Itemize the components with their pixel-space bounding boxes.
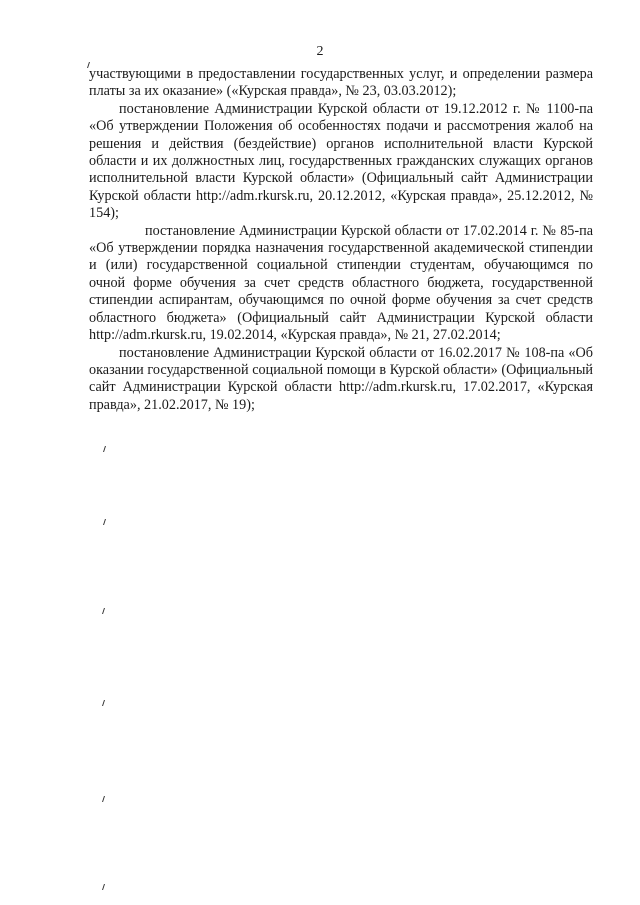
paragraph-continuation: участвующими в предоставлении государственных услуг, и определении размера платы за их оказание» («Курская правда», № 23, 03.03.2012); [89,66,593,100]
document-body [89,66,593,414]
scan-tick-mark [103,519,109,525]
paragraph-resolution-1100: постановление Администрации Курской области от 19.12.2012 г. № 1100-па «Об утверждении Положения об особенностях подачи и рассмотрения жалоб на решения и действия (бездействие) органов исполнительной власти Курской области и их должностных лиц, государственных гражданских служащих органов исполнительной власти Курской области» (Официальный сайт Администрации Курской области http://adm.rkursk.ru, 20.12.2012, «Курская правда», 25.12.2012, № 154); [89,100,593,222]
scan-tick-mark [102,608,108,614]
scan-tick-mark [102,796,108,802]
page-number: 2 [316,44,324,59]
scan-tick-mark [102,700,108,706]
scan-tick-mark [102,884,108,890]
paragraph-resolution-85: постановление Администрации Курской области от 17.02.2014 г. № 85-па «Об утверждении порядка назначения государственной академической стипендии и (или) государственной социальной стипендии студентам, обучающимся по очной форме обучения за счет средств областного бюджета, государственной стипендии аспирантам, обучающимся по очной форме обучения за счет средств областного бюджета» (Официальный сайт Администрации Курской области http://adm.rkursk.ru, 19.02.2014, «Курская правда», № 21, 27.02.2014; [89,222,593,344]
paragraph-resolution-108: постановление Администрации Курской области от 16.02.2017 № 108-па «Об оказании государственной социальной помощи в Курской области» (Официальный сайт Администрации Курской области http://adm.rkursk.ru, 17.02.2017, «Курская правда», 21.02.2017, № 19); [89,344,593,413]
scan-tick-mark [103,446,109,452]
